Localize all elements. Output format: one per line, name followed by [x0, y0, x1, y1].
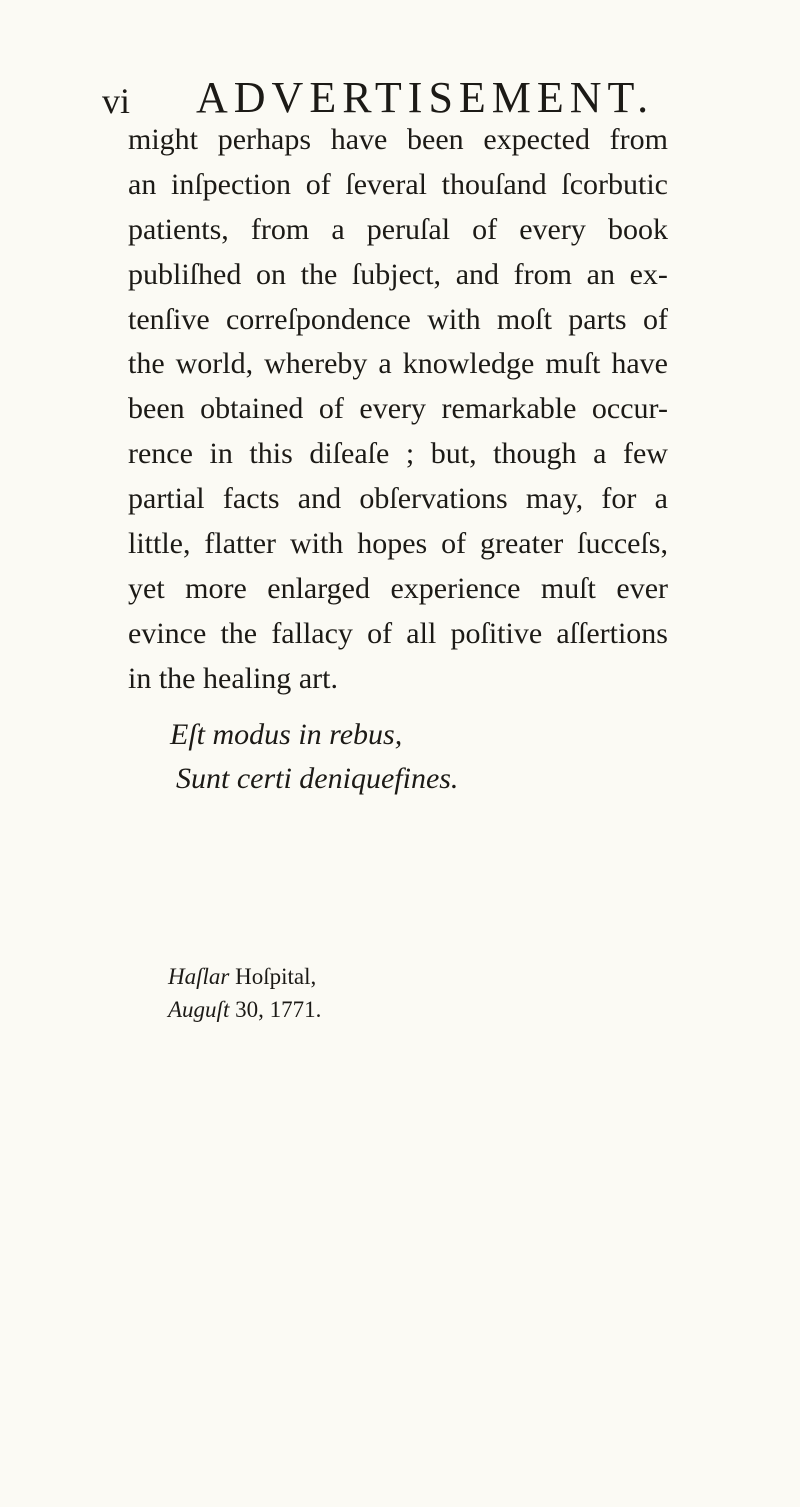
word: patients, [128, 212, 229, 246]
word: art. [298, 661, 338, 695]
word: obtained [200, 392, 304, 426]
running-head: ADVERTISEMENT. [196, 73, 655, 122]
word: ſucceſs, [577, 527, 668, 561]
text-line [128, 477, 668, 522]
word: every [359, 392, 427, 426]
word: parts [568, 302, 627, 336]
word: fallacy [271, 616, 353, 650]
word: muſt [545, 347, 601, 381]
word: poſitive [450, 616, 543, 650]
date-month: Auguſt [168, 997, 230, 1022]
word: of [305, 167, 331, 201]
word: of [441, 527, 467, 561]
place-name: Haſlar [168, 964, 230, 989]
word: ex- [629, 257, 668, 291]
word: been [407, 123, 464, 156]
word: thouſand [441, 167, 547, 201]
word: for [601, 482, 637, 516]
word: the [158, 661, 196, 695]
word: occur- [591, 392, 668, 426]
word: expected [483, 123, 590, 156]
word: flatter [204, 527, 277, 561]
word: with [427, 302, 481, 336]
word: world, [175, 347, 254, 381]
word: this [249, 437, 293, 471]
word: an [128, 167, 157, 201]
word: greater [480, 527, 564, 561]
word: moſt [496, 302, 552, 336]
word: of [642, 302, 668, 336]
word: publiſhed [128, 257, 242, 291]
text-line [128, 657, 668, 702]
word: the [128, 347, 165, 381]
word: and [455, 257, 500, 291]
word: of [367, 616, 393, 650]
word: facts [222, 482, 280, 516]
body-paragraph [128, 118, 668, 702]
word: ſubject, [351, 257, 442, 291]
word: evince [128, 616, 207, 650]
word: have [330, 123, 388, 156]
word: more [185, 571, 247, 605]
word: of [318, 392, 344, 426]
text-line [128, 432, 668, 477]
word: experience [390, 571, 521, 605]
quote-line: Sunt certi deniquefines. [176, 762, 459, 795]
word: from [250, 212, 310, 246]
text-line [128, 118, 668, 163]
quote-line: Eſt modus in rebus, [170, 718, 403, 751]
word: a [378, 347, 392, 381]
word: aſſertions [556, 616, 668, 650]
word: though [493, 437, 577, 471]
word: a [331, 212, 345, 246]
word: ; [405, 437, 415, 471]
word: the [220, 616, 258, 650]
word: peruſal [366, 212, 451, 246]
word: an [586, 257, 615, 291]
text-line [128, 208, 668, 253]
word: healing [203, 661, 292, 695]
word: of [472, 212, 498, 246]
text-line [128, 567, 668, 612]
text-line [128, 298, 668, 343]
word: tenſive [128, 302, 210, 336]
word: might [128, 123, 199, 156]
word: correſpondence [225, 302, 411, 336]
word: rence [128, 437, 193, 471]
word: partial [128, 482, 205, 516]
word: a [654, 482, 668, 516]
word: hopes [357, 527, 428, 561]
word: ever [616, 571, 668, 605]
word: from [609, 123, 668, 156]
word: in [209, 437, 233, 471]
latin-quotation [170, 713, 458, 801]
word: may, [525, 482, 584, 516]
word: in [128, 661, 152, 695]
date-day-year: 30, 1771. [235, 997, 322, 1022]
text-line [128, 163, 668, 208]
word: enlarged [267, 571, 370, 605]
text-line [128, 253, 668, 298]
word: perhaps [217, 123, 311, 156]
word: book [607, 212, 668, 246]
word: ſeveral [345, 167, 427, 201]
word: on [255, 257, 286, 291]
text-line [128, 522, 668, 567]
place-type: Hoſpital, [235, 964, 317, 989]
signoff [168, 960, 321, 1026]
word: every [519, 212, 586, 246]
signoff-date [168, 993, 321, 1026]
word: few [622, 437, 668, 471]
word: whereby [264, 347, 368, 381]
text-line [128, 387, 668, 432]
word: and [297, 482, 342, 516]
word: been [128, 392, 185, 426]
word: knowledge [402, 347, 535, 381]
word: ſcorbutic [561, 167, 668, 201]
word: little, [128, 527, 191, 561]
word: with [289, 527, 344, 561]
word: the [300, 257, 338, 291]
word: remarkable [441, 392, 577, 426]
word: but, [430, 437, 477, 471]
word: have [611, 347, 668, 381]
word: inſpection [171, 167, 291, 201]
text-line [128, 342, 668, 387]
page-number: vi [102, 81, 131, 121]
word: diſeaſe [309, 437, 390, 471]
word: a [593, 437, 607, 471]
word: obſervations [359, 482, 508, 516]
text-line [128, 612, 668, 657]
signoff-place [168, 960, 321, 993]
word: yet [128, 571, 165, 605]
word: muſt [540, 571, 596, 605]
word: from [513, 257, 572, 291]
word: all [406, 616, 437, 650]
